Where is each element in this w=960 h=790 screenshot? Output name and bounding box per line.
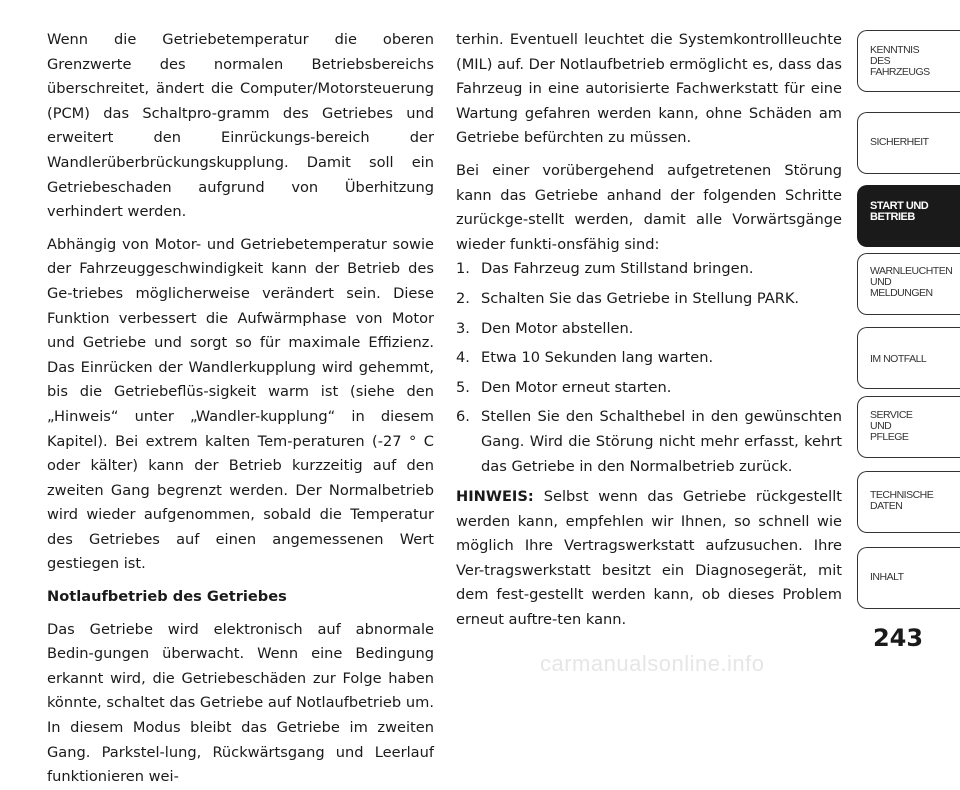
paragraph: Abhängig von Motor- und Getriebetemperatur sowie der Fahrzeuggeschwindigkeit kann der Betrieb des Ge-triebes möglicherweise verändert sein. Diese Funktion verbessert die Aufwärmphase von Motor und Getriebe und sorgt so für maximale Effizienz. Das Einrücken der Wandlerkupplung wird gehemmt, bis die Getriebeflüs-sigkeit warm ist (siehe den „Hinweis“ unter „Wandler-kupplung“ in diesem Kapitel). Bei extrem kalten Tem-peraturen (-27 ° C oder kälter) kann der Betrieb kurzzeitig auf den zweiten Gang begrenzt werden. Der Normalbetrieb wird wieder aufgenommen, sobald die Temperatur des Getriebes auf einen angemessenen Wert gestiegen ist.: [47, 235, 434, 573]
paragraph: Bei einer vorübergehend aufgetretenen Störung kann das Getriebe anhand der folgenden Schritte zurückge-stellt werden, damit alle Vorwärtsgänge wieder funkti-onsfähig sind:: [456, 161, 842, 253]
tab-label: WARNLEUCHTEN UND MELDUNGEN: [870, 265, 953, 299]
step-text: Etwa 10 Sekunden lang warten.: [481, 349, 714, 367]
tab-label: START UND BETRIEB: [870, 200, 929, 223]
list-item: [456, 287, 842, 312]
list-item: [456, 376, 842, 401]
step-text: Den Motor abstellen.: [481, 319, 634, 337]
right-column: [456, 28, 842, 633]
tab-label: IM NOTFALL: [870, 353, 927, 365]
step-number: 6.: [456, 408, 470, 426]
step-number: 3.: [456, 319, 470, 337]
step-text: Das Fahrzeug zum Stillstand bringen.: [481, 260, 754, 278]
steps-list: [456, 257, 842, 479]
watermark: carmanualsonline.info: [540, 651, 765, 676]
list-item: [456, 346, 842, 371]
tab-label: KENNTNIS DES FAHRZEUGS: [870, 44, 930, 78]
step-number: 5.: [456, 378, 470, 396]
list-item: [456, 257, 842, 282]
tab-label: SERVICE UND PFLEGE: [870, 409, 913, 443]
step-number: 1.: [456, 260, 470, 278]
step-number: 2.: [456, 289, 470, 307]
paragraph: terhin. Eventuell leuchtet die Systemkontrollleuchte (MIL) auf. Der Notlaufbetrieb ermöglicht es, dass das Fahrzeug in eine autorisierte Fachwerkstatt für eine Wartung gefahren werden kann, ohne Schäden am Getriebe befürchten zu müssen.: [456, 31, 842, 147]
step-number: 4.: [456, 349, 470, 367]
tab-label: SICHERHEIT: [870, 136, 929, 148]
list-item: [456, 405, 842, 479]
note-label: HINWEIS:: [456, 488, 534, 506]
left-column: [47, 28, 434, 790]
note-paragraph: [456, 485, 842, 633]
step-text: Stellen Sie den Schalthebel in den gewünschten Gang. Wird die Störung nicht mehr erfasst, kehrt das Getriebe in den Normalbetrieb zurück.: [481, 408, 842, 475]
page-number: 243: [872, 624, 924, 652]
note-text: Selbst wenn das Getriebe rückgestellt werden kann, empfehlen wir Ihnen, so schnell wie möglich Ihre Vertragswerkstatt aufzusuchen. Ihre Ver-tragswerkstatt besitzt ein Diagnosegerät, mit dem fest-gestellt werden kann, ob dieses Problem erneut auftre-ten kann.: [456, 488, 842, 629]
list-item: [456, 317, 842, 342]
paragraph: Wenn die Getriebetemperatur die oberen Grenzwerte des normalen Betriebsbereichs überschreitet, ändert die Computer/Motorsteuerung (PCM) das Schaltpro-gramm des Getriebes und erweitert den Einrückungs-bereich der Wandlerüberbrückungskupplung. Damit soll ein Getriebeschaden aufgrund von Überhitzung verhindert werden.: [47, 31, 434, 221]
paragraph: Das Getriebe wird elektronisch auf abnormale Bedin-gungen überwacht. Wenn eine Bedingung erkannt wird, die Getriebeschäden zur Folge haben könnte, schaltet das Getriebe auf Notlaufbetrieb um. In diesem Modus bleibt das Getriebe im zweiten Gang. Parkstel-lung, Rückwärtsgang und Leerlauf funktionieren wei-: [47, 620, 434, 786]
step-text: Den Motor erneut starten.: [481, 378, 672, 396]
step-text: Schalten Sie das Getriebe in Stellung PARK.: [481, 289, 800, 307]
tab-label: INHALT: [870, 571, 904, 583]
section-heading: Notlaufbetrieb des Getriebes: [47, 588, 287, 606]
tab-label: TECHNISCHE DATEN: [870, 489, 934, 512]
